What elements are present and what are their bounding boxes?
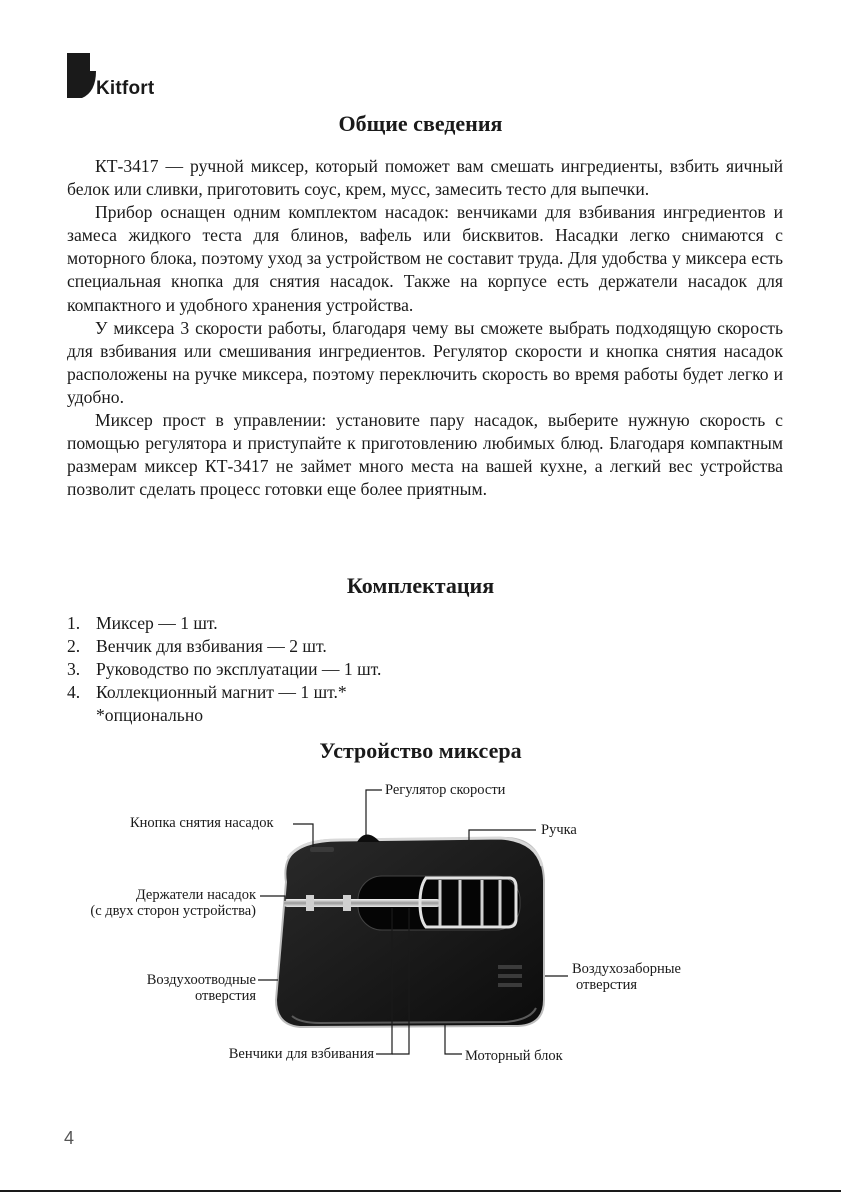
list-text: Миксер — 1 шт. bbox=[96, 613, 218, 633]
list-text: Коллекционный магнит — 1 шт.* bbox=[96, 682, 347, 702]
page-number: 4 bbox=[64, 1128, 75, 1148]
list-item bbox=[67, 658, 567, 681]
device-heading: Устройство миксера bbox=[319, 738, 522, 763]
contents-heading: Комплектация bbox=[346, 573, 495, 598]
motor-body bbox=[276, 838, 544, 1027]
beaters-label: Венчики для взбивания bbox=[228, 1046, 374, 1062]
intake-vents-label-line1: Воздухозаборные bbox=[572, 961, 681, 977]
footnote: *опционально bbox=[96, 705, 204, 725]
outlet-vents-label-line1: Воздухоотводные bbox=[146, 972, 256, 988]
general-info-body bbox=[67, 155, 783, 501]
brand-logo-text: Kitfort bbox=[96, 78, 155, 99]
intake-vents-label bbox=[572, 961, 681, 993]
contents-list bbox=[67, 612, 567, 727]
intake-vents-label-line2: отверстия bbox=[576, 977, 638, 993]
paragraph: Прибор оснащен одним комплектом насадок: венчиками для взбивания ингредиентов и замеса жидкого теста для блинов, вафель или бисквитов. Насадки легко снимаются с моторного блока, поэтому уход за устройством не составит труда. Для удобства у миксера есть специальная кнопка для снятия насадок. Также на корпусе есть держатели насадок для компактного и удобного хранения устройства. bbox=[67, 202, 783, 315]
handle-label: Ручка bbox=[541, 822, 577, 838]
list-number: 4. bbox=[67, 682, 81, 702]
holders-label bbox=[60, 887, 256, 919]
paragraph: КТ-3417 — ручной миксер, который поможет вам смешать ингредиенты, взбить яичный белок или сливки, приготовить соус, крем, мусс, замесить тесто для выпечки. bbox=[67, 156, 783, 200]
mixer-diagram bbox=[0, 770, 841, 1100]
motor-block-label: Моторный блок bbox=[465, 1048, 563, 1064]
outlet-vents-label-line2: отверстия bbox=[194, 988, 256, 1004]
holders-label-line2: (с двух сторон устройства) bbox=[90, 903, 256, 919]
list-item bbox=[67, 612, 567, 635]
outlet-vents-label bbox=[60, 972, 256, 1004]
list-item bbox=[67, 635, 567, 658]
holders-label-line1: Держатели насадок bbox=[135, 887, 256, 903]
paragraph: Миксер прост в управлении: установите пару насадок, выберите нужную скорость с помощью регулятора и приступайте к приготовлению любимых блюд. Благодаря компактным размерам миксер КТ-3417 не займет много места на вашей кухне, а легкий вес устройства позволит сделать процесс готовки еще более приятным. bbox=[67, 410, 783, 500]
list-number: 3. bbox=[67, 659, 81, 679]
release-button-label: Кнопка снятия насадок bbox=[130, 815, 274, 831]
list-number: 2. bbox=[67, 636, 81, 656]
bottom-rule bbox=[0, 1190, 841, 1192]
intake-vent bbox=[498, 965, 522, 969]
list-item bbox=[67, 681, 567, 704]
general-info-heading: Общие сведения bbox=[338, 111, 503, 136]
speed-regulator-label: Регулятор скорости bbox=[385, 782, 506, 798]
list-text: Венчик для взбивания — 2 шт. bbox=[96, 636, 327, 656]
release-button bbox=[310, 847, 334, 852]
paragraph: У миксера 3 скорости работы, благодаря чему вы сможете выбрать подходящую скорость для взбивания или смешивания ингредиентов. Регулятор скорости и кнопка снятия насадок расположены на ручке миксера, поэтому переключить скорость во время работы будет легко и удобно. bbox=[67, 317, 783, 407]
list-text: Руководство по эксплуатации — 1 шт. bbox=[96, 659, 382, 679]
mixer-illustration bbox=[0, 770, 841, 1100]
list-number: 1. bbox=[67, 613, 81, 633]
